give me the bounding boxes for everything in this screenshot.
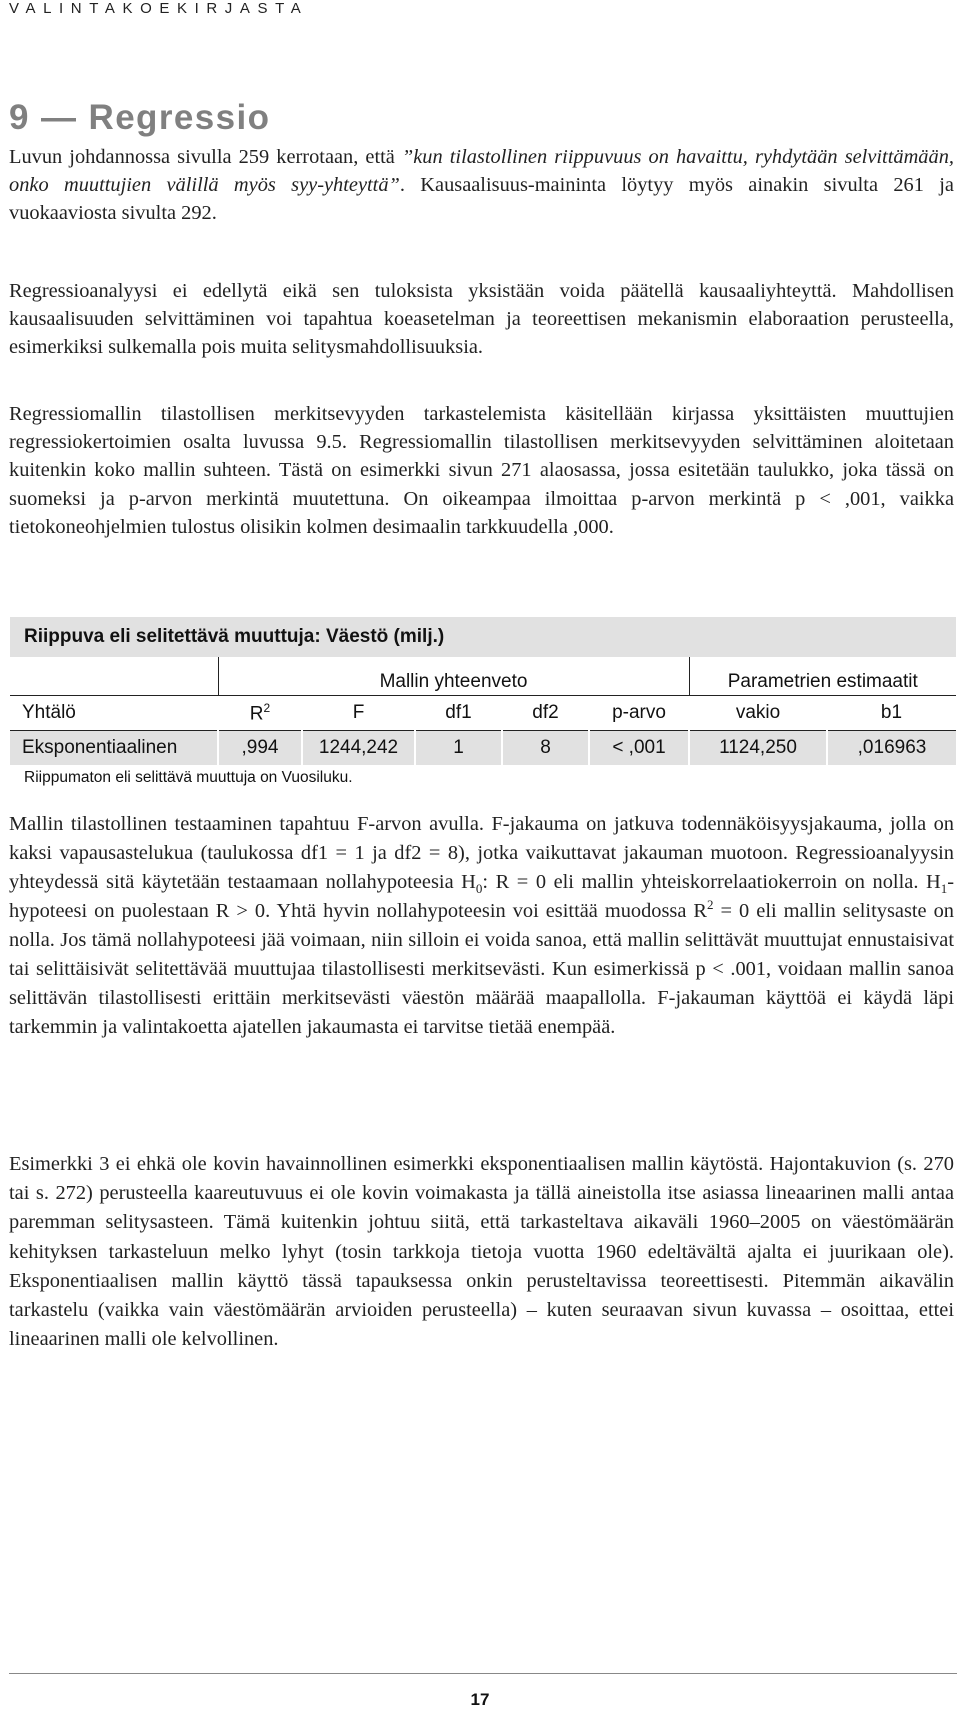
running-head: VALINTAKOEKIRJASTA (9, 0, 309, 17)
col-header-constant: vakio (689, 696, 827, 731)
col-header-b1: b1 (827, 696, 956, 731)
r-squared-superscript: 2 (707, 897, 714, 913)
chapter-title: 9 — Regressio (9, 98, 271, 137)
footer-divider (9, 1673, 957, 1674)
intro-text-a: Luvun johdannossa sivulla 259 kerrotaan, että (9, 146, 402, 168)
table-row (10, 731, 956, 766)
cell-df1: 1 (415, 731, 502, 766)
f-test-paragraph (9, 810, 954, 1042)
page-number: 17 (470, 1690, 490, 1709)
cell-f: 1244,242 (302, 731, 415, 766)
example-paragraph: Esimerkki 3 ei ehkä ole kovin havainnollinen esimerkki eksponentiaalisen mallin käytöstä. Hajontakuvion (s. 270 tai s. 272) perusteella kaareutuvuus ei ole kovin voimakasta ja tällä aineistolla itse asiassa lineaarinen malli antaa paremman selitysasteen. Tämä kuitenkin johtuu siitä, että tarkasteltava aikaväli 1960–2005 on väestömäärän kehityksen tarkasteluun melko lyhyt (tosin tarkkoja tietoja vuotta 1960 edeltävältä ajalta ei juurikaan ole). Eksponentiaalisen mallin käyttö tässä tapauksessa onkin perusteltavissa teoreettisesti. Pitemmän aikavälin tarkastelu (vaikka vain väestömäärän arvioiden perusteella) – kuten seuraavan sivun kuvassa – osoittaa, ettei lineaarinen malli ole kelvollinen. (9, 1153, 954, 1351)
table-group-header-row (10, 657, 956, 696)
col-header-equation: Yhtälö (10, 696, 218, 731)
cell-r2: ,994 (218, 731, 302, 766)
cell-equation: Eksponentiaalinen (10, 731, 218, 766)
group-header-model: Mallin yhteenveto (218, 657, 689, 696)
table-grid (10, 657, 956, 765)
intro-paragraph (9, 143, 954, 228)
cell-df2: 8 (502, 731, 589, 766)
col-header-r2 (218, 696, 302, 731)
causality-paragraph: Regressioanalyysi ei edellytä eikä sen tuloksista yksistään voida päätellä kausaaliyhteyttä. Mahdollisen kausaalisuuden selvittäminen voi tapahtua koeasetelman ja teoreettisen mekanismin elaboraation perusteella, esimerkiksi sulkemalla pois muita selitysmahdollisuuksia. (9, 280, 954, 359)
f-test-text-c: -hypoteesi on puolestaan R > 0. Yhtä hyvin nollahypoteesin voi esittää muodossa R (9, 871, 954, 922)
f-test-text-d: = 0 eli mallin selitysaste on nolla. Jos tämä nollahypoteesi jää voimaan, niin silloin ei voida sanoa, että mallin selittävät muuttujat ennustaisivat tai selittäisivät selitettävää muuttujaa tilastollisesti merkitsevästi. Kun esimerkissä p < .001, voidaan mallin sanoa selittävän tilastollisesti erittäin merkitsevästi väestön määrää maapallolla. F-jakauman käyttöä ei käydä läpi tarkemmin ja valintakoetta ajatellen jakaumasta ei tarvitse tietää enempää. (9, 900, 954, 1038)
table-title: Riippuva eli selitettävä muuttuja: Väestö (milj.) (10, 617, 956, 657)
col-header-df1: df1 (415, 696, 502, 731)
model-summary-table (10, 617, 956, 787)
col-header-r2-base: R (249, 703, 264, 725)
col-header-df2: df2 (502, 696, 589, 731)
table-note: Riippumaton eli selittävä muuttuja on Vuosiluku. (24, 769, 353, 786)
col-header-r2-sup: 2 (263, 700, 271, 715)
intro-text-b: . Kausaalisuus-maininta löytyy myös ainakin sivulta 261 ja vuokaaviosta sivulta 292. (9, 174, 954, 225)
cell-constant: 1124,250 (689, 731, 827, 766)
h0-subscript: 0 (475, 881, 483, 897)
significance-paragraph: Regressiomallin tilastollisen merkitsevyyden tarkastelemista käsitellään kirjassa yksittäisten muuttujien regressiokertoimien osalta luvussa 9.5. Regressiomallin tilastollisen merkitsevyyden selvittäminen aloitetaan kuitenkin koko mallin suhteen. Tästä on esimerkki sivun 271 alaosassa, jossa esitetään taulukko, joka tässä on suomeksi ja p-arvon merkintä muutettuna. On oikeampaa ilmoittaa p-arvon merkintä p < ,001, vaikka tietokoneohjelmien tulostus olisikin kolmen desimaalin tarkkuudella ,000. (9, 403, 954, 538)
intro-quote: ”kun tilastollinen riippuvuus on havaittu, ryhdytään selvittämään, onko muuttujien välillä myös syy-yhteyttä” (9, 146, 954, 197)
col-header-f: F (302, 696, 415, 731)
h1-subscript: 1 (940, 881, 948, 897)
group-header-params: Parametrien estimaatit (689, 657, 956, 696)
cell-b1: ,016963 (827, 731, 956, 766)
f-test-text-a: Mallin tilastollinen testaaminen tapahtuu F-arvon avulla. F-jakauma on jatkuva todennäköisyysjakauma, jolla on kaksi vapausastelukua (taulukossa df1 = 1 ja df2 = 8), jotka vaikuttavat jakauman muotoon. Regressioanalyysin yhteydessä sitä käytetään testaamaan nollahypoteesia H (9, 813, 954, 893)
f-test-text-b: : R = 0 eli mallin yhteiskorrelaatiokerroin on nolla. H (482, 871, 941, 893)
cell-p-value: < ,001 (589, 731, 689, 766)
col-header-p-value: p-arvo (589, 696, 689, 731)
table-column-header-row (10, 696, 956, 731)
